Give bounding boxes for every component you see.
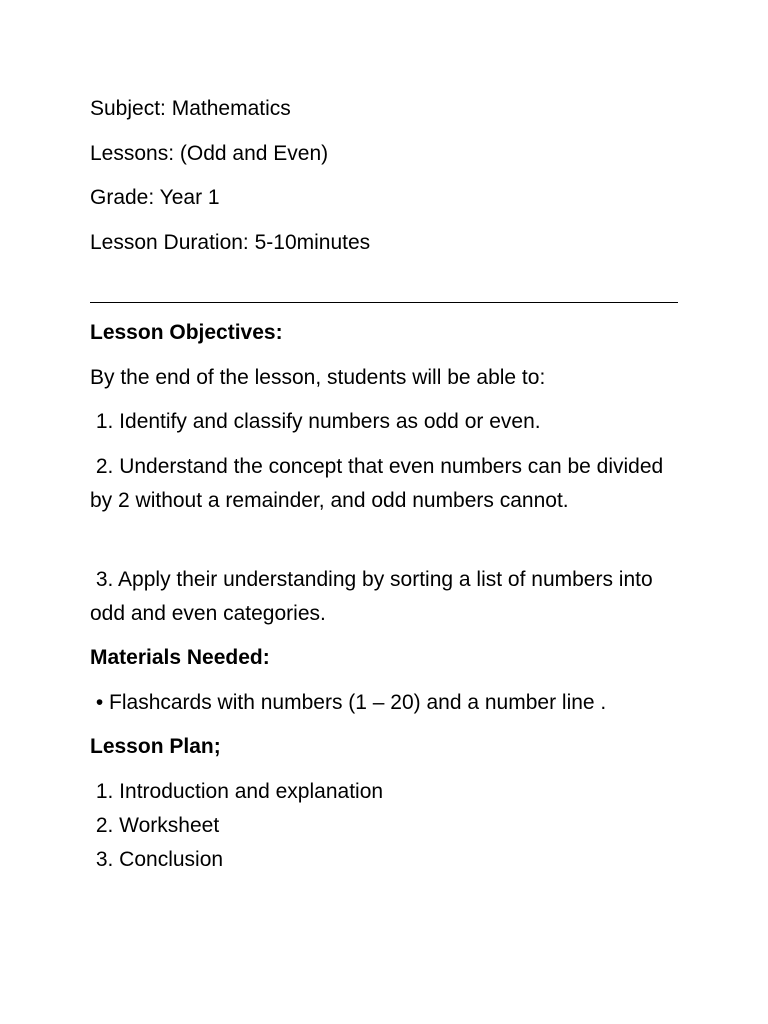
objective-item-2: 2. Understand the concept that even numbers can be divided by 2 without a remainder, and odd numbers cannot. (90, 455, 670, 512)
grade-line: Grade: Year 1 (90, 186, 220, 209)
plan-heading: Lesson Plan; (90, 735, 221, 758)
objectives-intro: By the end of the lesson, students will be able to: (90, 366, 546, 389)
plan-item-2: 2. Worksheet (90, 814, 220, 837)
objectives-heading: Lesson Objectives: (90, 321, 283, 344)
materials-heading: Materials Needed: (90, 646, 270, 669)
objective-item-1: 1. Identify and classify numbers as odd or even. (90, 410, 541, 433)
subject-line: Subject: Mathematics (90, 97, 291, 120)
duration-line: Lesson Duration: 5-10minutes (90, 231, 371, 254)
materials-item-1: • Flashcards with numbers (1 – 20) and a number line . (90, 691, 607, 714)
objective-item-3: 3. Apply their understanding by sorting a list of numbers into odd and even categories. (90, 568, 659, 625)
horizontal-divider (90, 302, 678, 303)
plan-item-3: 3. Conclusion (90, 848, 224, 871)
lessons-line: Lessons: (Odd and Even) (90, 142, 329, 165)
plan-item-1: 1. Introduction and explanation (90, 780, 384, 803)
